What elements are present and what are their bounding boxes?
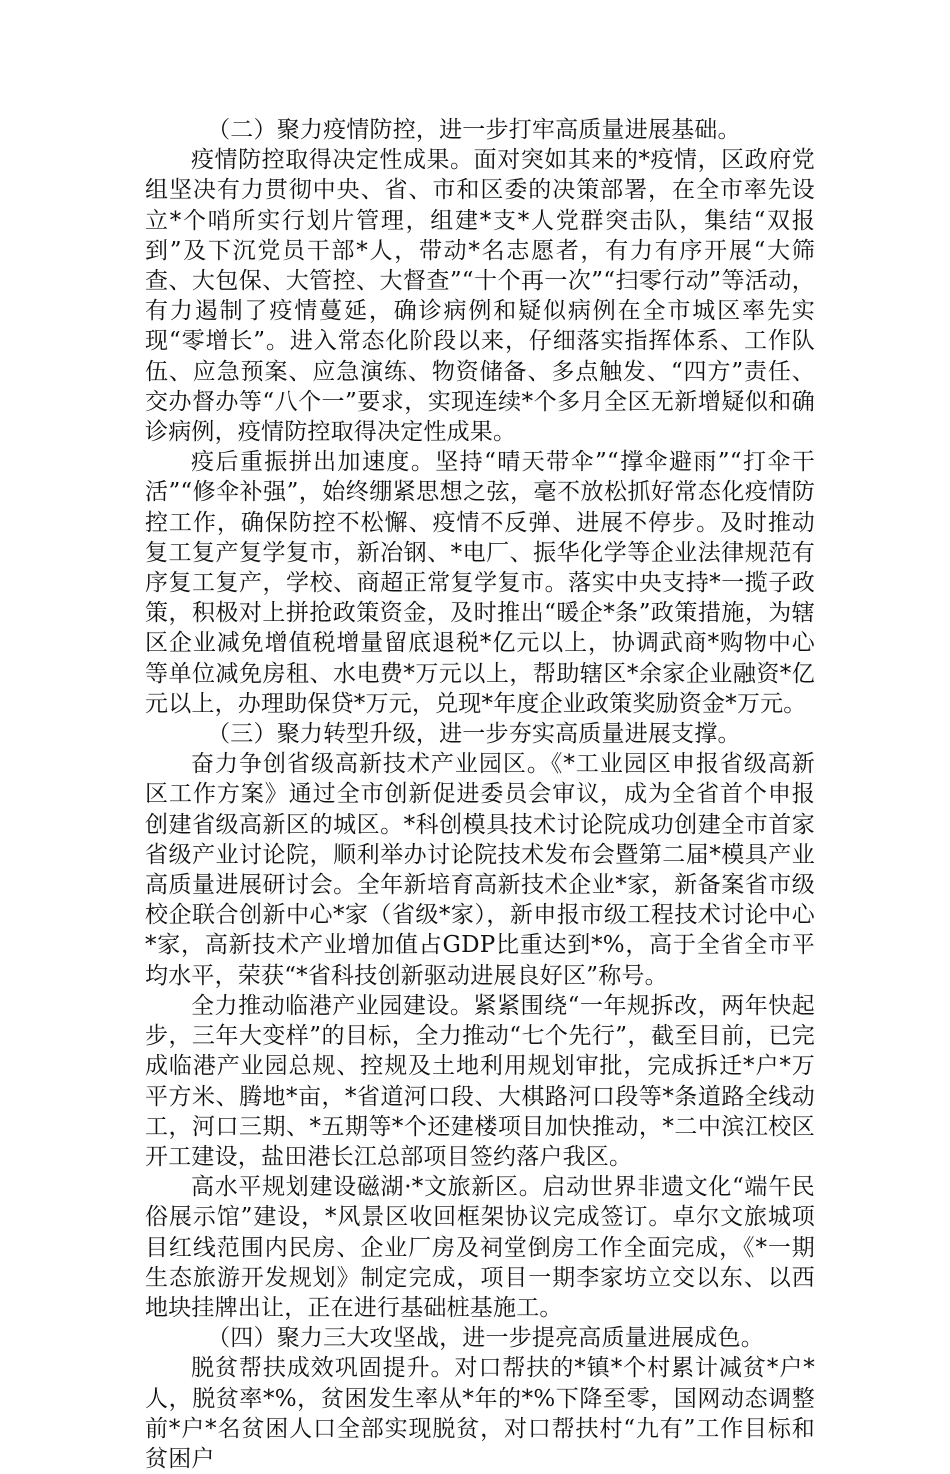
section-heading-2: （二）聚力疫情防控，进一步打牢高质量进展基础。 — [207, 117, 741, 143]
section-heading-4: （四）聚力三大攻坚战，进一步提亮高质量进展成色。 — [207, 1325, 764, 1352]
body-paragraph: 疫后重振拼出加速度。坚持“晴天带伞”“撑伞避雨”“打伞干活”“修伞补强”，始终绷紧思想之弦，毫不放松抓好常态化疫情防控工作，确保防控不松懈、疫情不反弹、进展不停步。及时推动复工复产复学复市，新冶钢、*电厂、振华化学等企业法律规范有序复工复产，学校、商超正常复学复市。落实中央支持*一揽子政策，积极对上拼抢政策资金，及时推出“暖企*条”政策措施，为辖区企业减免增值税增量留底退税*亿元以上，协调武商*购物中心等单位减免房租、水电费*万元以上，帮助辖区*余家企业融资*亿元以上，办理助保贷*万元，兑现*年度企业政策奖励资金*万元。 — [145, 449, 815, 717]
section-heading-3: （三）聚力转型升级，进一步夯实高质量进展支撑。 — [207, 721, 741, 748]
body-paragraph: 脱贫帮扶成效巩固提升。对口帮扶的*镇*个村累计减贫*户*人，脱贫率*%，贫困发生率从*年的*%下降至零，国网动态调整前*户*名贫困人口全部实现脱贫，对口帮扶村“九有”工作目标和贫困户 — [145, 1355, 815, 1472]
body-paragraph: 疫情防控取得决定性成果。面对突如其来的*疫情，区政府党组坚决有力贯彻中央、省、市和区委的决策部署，在全市率先设立*个哨所实行划片管理，组建*支*人党群突击队，集结“双报到”及下沉党员干部*人，带动*名志愿者，有力有序开展“大筛查、大包保、大管控、大督查”“十个再一次”“扫零行动”等活动，有力遏制了疫情蔓延，确诊病例和疑似病例在全市城区率先实现“零增长”。进入常态化阶段以来，仔细落实指挥体系、工作队伍、应急预案、应急演练、物资储备、多点触发、“四方”责任、交办督办等“八个一”要求，实现连续*个多月全区无新增疑似和确诊病例，疫情防控取得决定性成果。 — [145, 147, 815, 446]
body-paragraph: 全力推动临港产业园建设。紧紧围绕“一年规拆改，两年快起步，三年大变样”的目标，全力推动“七个先行”，截至目前，已完成临港产业园总规、控规及土地利用规划审批，完成拆迁*户*万平方米、腾地*亩，*省道河口段、大棋路河口段等*条道路全线动工，河口三期、*五期等*个还建楼项目加快推动，*二中滨江校区开工建设，盐田港长江总部项目签约落户我区。 — [145, 992, 815, 1170]
body-paragraph: 奋力争创省级高新技术产业园区。《*工业园区申报省级高新区工作方案》通过全市创新促进委员会审议，成为全省首个申报创建省级高新区的城区。*科创模具技术讨论院成功创建全市首家省级产业讨论院，顺利举办讨论院技术发布会暨第二届*模具产业高质量进展研讨会。全年新培育高新技术企业*家，新备案省市级校企联合创新中心*家（省级*家），新申报市级工程技术讨论中心*家，高新技术产业增加值占GDP比重达到*%，高于全省全市平均水平，荣获“*省科技创新驱动进展良好区”称号。 — [145, 751, 815, 989]
body-paragraph: 高水平规划建设磁湖·*文旅新区。启动世界非遗文化“端午民俗展示馆”建设，*风景区收回框架协议完成签订。卓尔文旅城项目红线范围内民房、企业厂房及祠堂倒房工作全面完成，《*一期生态旅游开发规划》制定完成，项目一期李家坊立交以东、以西地块挂牌出让，正在进行基础桩基施工。 — [145, 1174, 815, 1321]
